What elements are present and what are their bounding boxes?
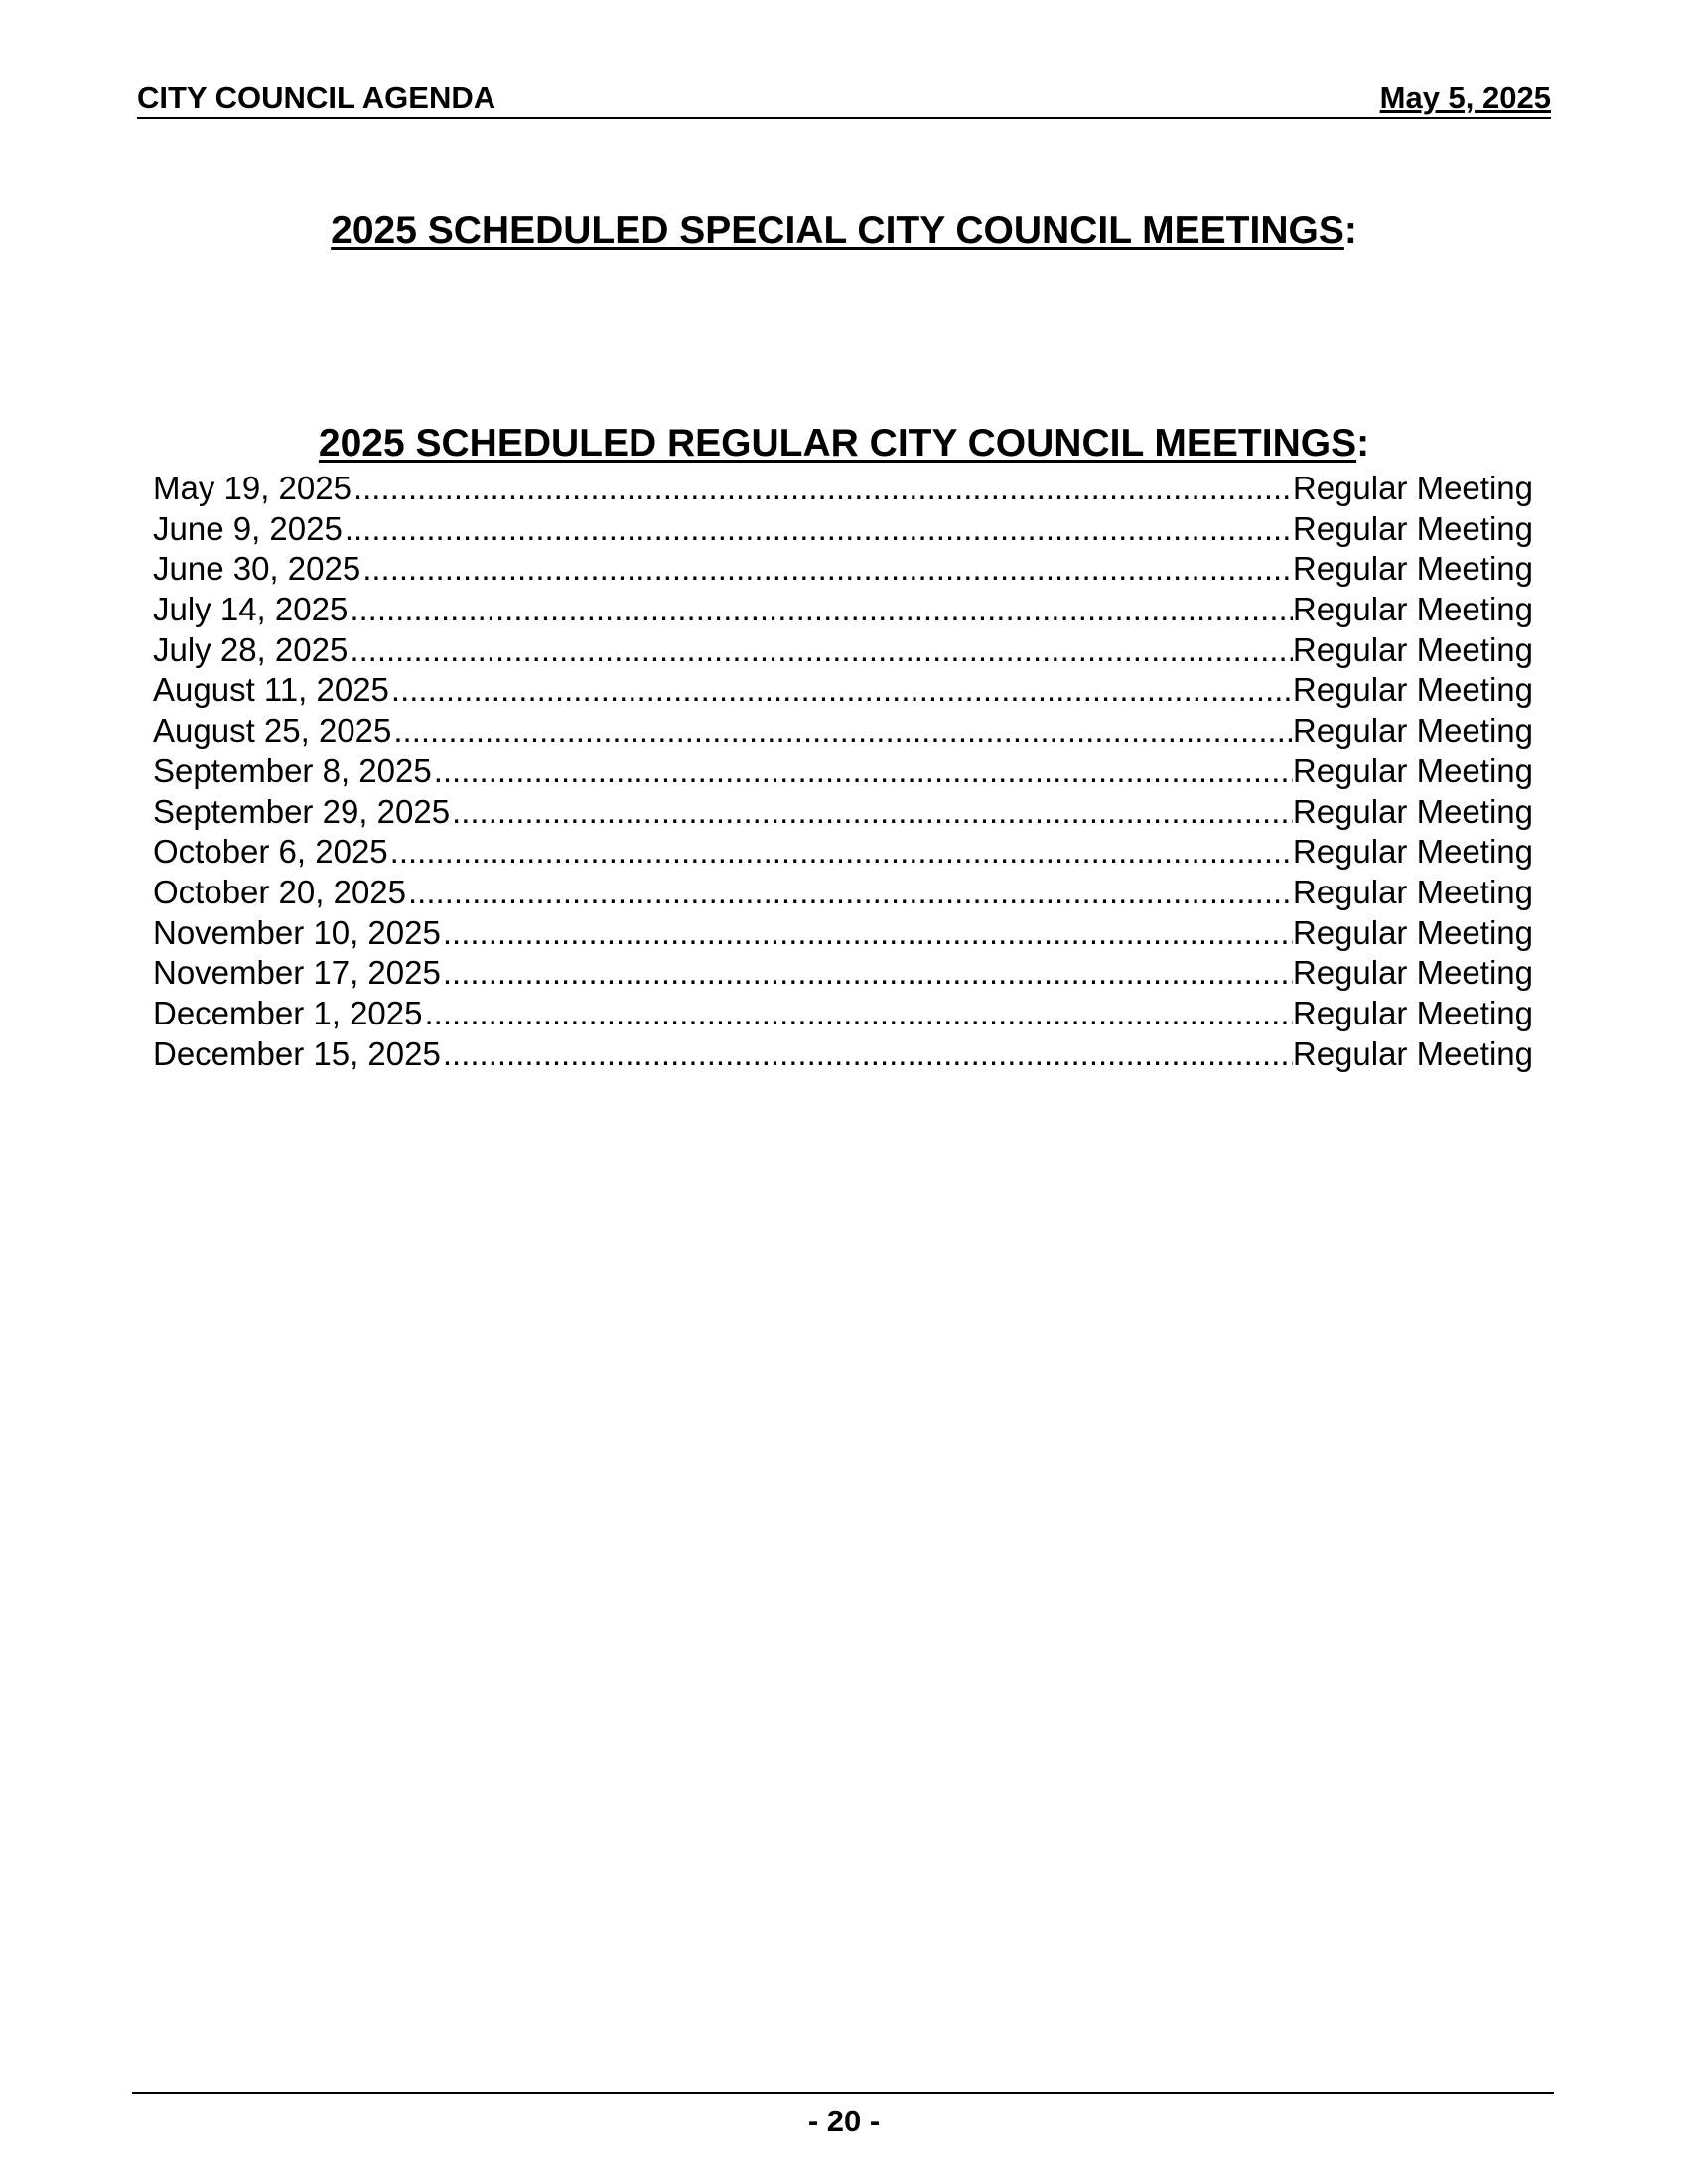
- dot-leader: [352, 469, 1293, 508]
- meeting-date: December 1, 2025: [153, 994, 423, 1031]
- meeting-row: [153, 469, 1533, 509]
- meeting-date: August 11, 2025: [153, 671, 389, 709]
- meeting-type: Regular Meeting: [1292, 470, 1533, 506]
- dot-leader: [360, 549, 1293, 589]
- dot-leader: [348, 590, 1293, 629]
- dot-leader: [343, 509, 1293, 549]
- meeting-type: Regular Meeting: [1292, 913, 1533, 951]
- dot-leader: [450, 792, 1293, 832]
- meeting-row: [153, 832, 1533, 873]
- page-header: [137, 79, 1551, 119]
- dot-leader: [441, 913, 1293, 953]
- meeting-date: July 28, 2025: [153, 630, 349, 668]
- meeting-date: June 30, 2025: [153, 550, 361, 588]
- meeting-type: Regular Meeting: [1292, 509, 1533, 547]
- meeting-date: June 9, 2025: [153, 509, 343, 547]
- meeting-type: Regular Meeting: [1292, 792, 1533, 830]
- special-meetings-title-colon: :: [1343, 209, 1357, 252]
- dot-leader: [441, 953, 1293, 993]
- page-number: - 20 -: [807, 2104, 881, 2138]
- meeting-date: September 8, 2025: [153, 751, 432, 789]
- meeting-row: [153, 913, 1533, 954]
- meeting-row: [153, 751, 1533, 792]
- meeting-date: November 17, 2025: [153, 954, 441, 992]
- dot-leader: [388, 832, 1293, 872]
- agenda-date: May 5, 2025: [1379, 80, 1551, 115]
- regular-meetings-list: [153, 469, 1533, 1074]
- meeting-type: Regular Meeting: [1292, 954, 1533, 992]
- meeting-row: [153, 630, 1533, 671]
- footer-divider: [132, 2092, 1554, 2094]
- meeting-date: November 10, 2025: [153, 913, 441, 951]
- dot-leader: [389, 670, 1293, 710]
- meeting-type: Regular Meeting: [1292, 630, 1533, 668]
- meeting-row: [153, 792, 1533, 833]
- dot-leader: [391, 711, 1292, 751]
- meeting-type: Regular Meeting: [1292, 751, 1533, 789]
- meeting-date: October 6, 2025: [153, 833, 388, 871]
- regular-meetings-title-colon: :: [1356, 422, 1370, 465]
- meeting-date: July 14, 2025: [153, 591, 349, 628]
- meeting-date: August 25, 2025: [153, 712, 392, 750]
- agenda-title: CITY COUNCIL AGENDA: [137, 80, 496, 115]
- dot-leader: [441, 1034, 1293, 1074]
- meeting-date: October 20, 2025: [153, 873, 407, 910]
- dot-leader: [348, 630, 1293, 670]
- meeting-type: Regular Meeting: [1292, 873, 1533, 910]
- meeting-date: December 15, 2025: [153, 1034, 441, 1072]
- meeting-type: Regular Meeting: [1292, 833, 1533, 871]
- meeting-row: [153, 711, 1533, 751]
- special-meetings-title-text: 2025 SCHEDULED SPECIAL CITY COUNCIL MEETINGS: [331, 209, 1344, 252]
- dot-leader: [423, 994, 1293, 1033]
- meeting-type: Regular Meeting: [1292, 712, 1533, 750]
- regular-meetings-title-text: 2025 SCHEDULED REGULAR CITY COUNCIL MEETINGS: [318, 422, 1357, 465]
- meeting-row: [153, 994, 1533, 1034]
- meeting-date: September 29, 2025: [153, 792, 451, 830]
- meeting-date: May 19, 2025: [153, 470, 352, 506]
- meeting-type: Regular Meeting: [1292, 994, 1533, 1031]
- dot-leader: [432, 751, 1293, 791]
- meeting-row: [153, 549, 1533, 590]
- meeting-type: Regular Meeting: [1292, 550, 1533, 588]
- meeting-type: Regular Meeting: [1292, 671, 1533, 709]
- meeting-row: [153, 590, 1533, 630]
- special-meetings-title: [0, 208, 1688, 254]
- meeting-row: [153, 670, 1533, 711]
- meeting-row: [153, 873, 1533, 913]
- regular-meetings-title: [0, 421, 1688, 467]
- meeting-row: [153, 953, 1533, 994]
- meeting-row: [153, 1034, 1533, 1075]
- meeting-type: Regular Meeting: [1292, 1034, 1533, 1072]
- dot-leader: [406, 873, 1293, 912]
- meeting-type: Regular Meeting: [1292, 591, 1533, 628]
- meeting-row: [153, 509, 1533, 550]
